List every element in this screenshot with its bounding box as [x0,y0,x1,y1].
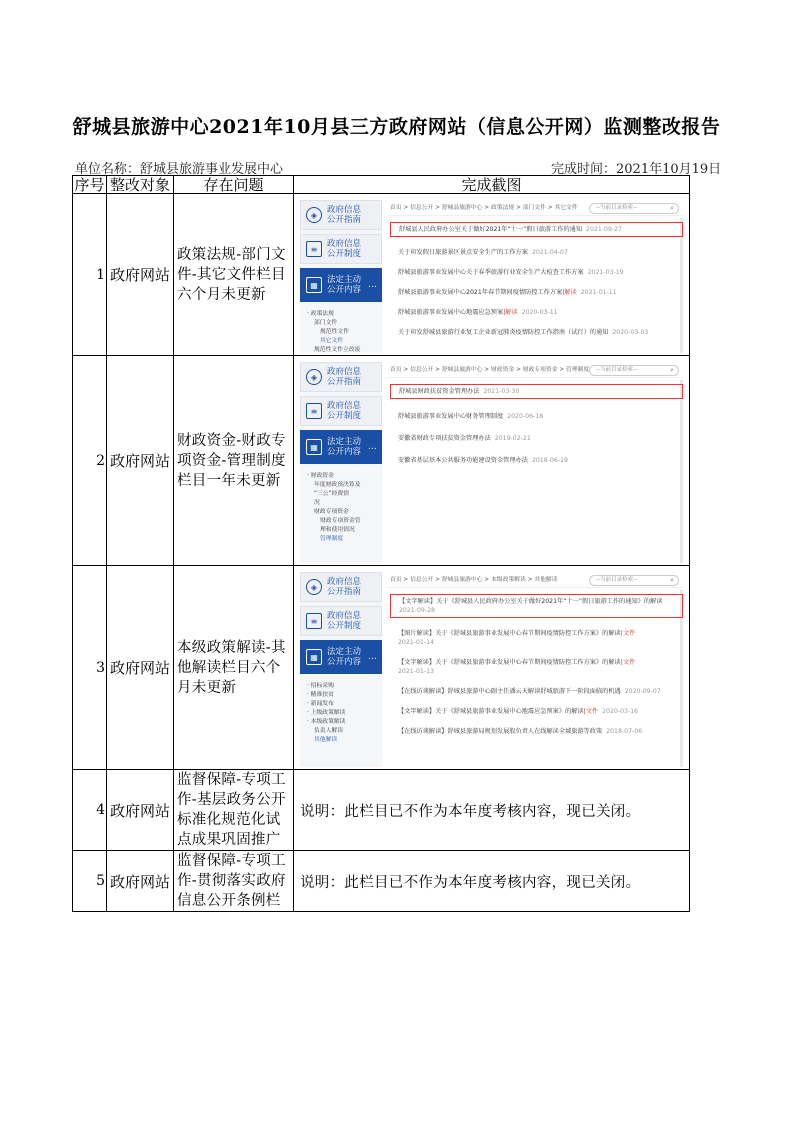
nav-guide-button[interactable] [300,362,382,392]
article-date: 2021-04-07 [531,249,568,256]
article-date: 2018-06-19 [531,457,568,464]
tree-node[interactable]: 规范性文件 [320,329,349,335]
screenshot-content [388,362,683,563]
table-row [73,851,690,912]
more-icon[interactable]: … [368,280,377,290]
article-link[interactable] [388,412,683,421]
article-date: 2021-09-27 [586,226,622,233]
row-issue: 政策法规-部门文件-其它文件栏目六个月未更新 [174,194,294,356]
article-list [388,216,683,337]
table-row [73,356,690,566]
completion-date: 完成时间：2021年10月19日 [551,162,722,177]
nav-system-button[interactable] [300,234,382,264]
article-date: 2021-01-14 [398,639,434,646]
list-doc-icon: ≡ [306,403,322,419]
search-placeholder: --当前目录检索-- [596,577,637,583]
article-title[interactable]: 舒城县旅游事业发展中心2021年春节期间疫情防控工作方案 [398,289,563,296]
table-row [73,194,690,356]
row-seq: 3 [73,566,107,770]
header-screenshot: 完成截图 [294,176,690,194]
tree-node[interactable]: · 招标采购 [307,683,334,689]
unit-name: 单位名称：舒城县旅游事业发展中心 [75,162,284,177]
article-date: 2021-09-28 [399,607,435,614]
article-link[interactable] [388,308,683,317]
tree-node[interactable]: · 本级政策解读 [307,719,346,725]
report-title: 舒城县旅游中心2021年10月县三方政府网站（信息公开网）监测整改报告 [72,116,721,138]
screenshot-sidebar [300,362,382,563]
article-date: 2020-03-16 [602,708,639,715]
row-object: 政府网站 [107,770,174,851]
calendar-icon: ▦ [306,649,322,665]
article-date: 2019-02-21 [494,435,531,442]
article-list [388,378,683,465]
header-seq: 序号 [74,175,105,194]
list-doc-icon: ≡ [306,241,322,257]
article-link[interactable] [388,629,683,647]
article-tag[interactable]: |解读 [503,309,518,316]
screenshot-sidebar [300,572,382,767]
table-body [73,194,690,912]
search-icon[interactable]: ⌕ [670,576,674,584]
article-tag[interactable]: |文件 [583,708,599,715]
more-icon[interactable]: … [368,652,377,662]
article-title[interactable]: 【文字解读】关于《舒城县旅游事业发展中心春节期间疫情防控工作方案》的解读 [398,659,621,666]
article-title[interactable]: 舒城县旅游事业发展中心财务管理制度 [398,413,504,420]
row-object: 政府网站 [107,194,174,356]
column-tree [300,306,382,355]
tree-node[interactable]: · 新闻发布 [307,701,334,707]
nav-guide-label: 政府信息 公开指南 [327,205,362,225]
row-issue: 监督保障-专项工作-基层政务公开标准化规范化试点成果巩固推广 [174,770,294,851]
tree-node[interactable]: 部门文件 [314,320,338,326]
article-tag[interactable]: |文件 [620,659,636,666]
row-seq: 2 [73,356,107,566]
article-title[interactable]: 舒城县旅游事业发展中心关于春季旅游行业安全生产大检查工作方案 [398,269,584,276]
article-title[interactable]: 舒城县人民政府办公室关于做好2021年“十一”假日旅游工作的通知 [399,226,583,233]
article-link[interactable] [388,268,683,277]
article-title[interactable]: 关于印发假日旅游景区景点安全生产的工作方案 [398,249,528,256]
compass-icon: ◈ [306,579,322,595]
tree-node[interactable]: 管理制度 [320,536,344,542]
screenshot-content [388,200,683,353]
row-seq: 1 [73,194,107,356]
row-note: 说明：此栏目已不作为本年度考核内容，现已关闭。 [294,851,690,912]
scrollbar[interactable] [680,380,683,563]
tree-node[interactable]: 规范性文件立改废 [314,347,361,353]
article-tag[interactable]: |文件 [620,630,636,637]
breadcrumb-bar [388,572,683,588]
more-icon[interactable]: … [368,442,377,452]
tree-node[interactable]: “三公”经费情 [314,491,349,497]
table-row [73,566,690,770]
website-screenshot [294,194,689,355]
breadcrumb: 首页 > 信息公开 > 舒城县旅游中心 > 政策法规 > 部门文件 > 其它文件 [390,205,578,211]
nav-guide-button[interactable] [300,200,382,230]
rectification-table [72,175,690,912]
row-screenshot [294,356,690,566]
compass-icon: ◈ [306,369,322,385]
article-link[interactable] [388,707,683,716]
table-row [73,770,690,851]
row-issue: 本级政策解读-其他解读栏目六个月未更新 [174,566,294,770]
breadcrumb: 首页 > 信息公开 > 舒城县旅游中心 > 财政资金 > 财政专项资金 > 管理制度 [390,367,590,373]
article-title[interactable]: 【在线访谈解读】舒城县旅游局规划发展股负责人在线解读全域旅游等政策 [398,728,603,735]
list-doc-icon: ≡ [306,613,322,629]
nav-content-button[interactable] [300,430,382,464]
row-note: 说明：此栏目已不作为本年度考核内容，现已关闭。 [294,770,690,851]
nav-system-label: 政府信息 公开制度 [327,239,362,259]
article-list [388,588,683,736]
row-object: 政府网站 [107,851,174,912]
article-date: 2020-09-07 [624,688,661,695]
breadcrumb: 首页 > 信息公开 > 舒城县旅游中心 > 本级政策解读 > 其他解读 [390,577,558,583]
article-title[interactable]: 关于印发舒城县旅游行业复工企业新冠肺炎疫情防控工作指南（试行）的通知 [398,329,609,336]
nav-system-label: 政府信息 公开制度 [327,401,362,421]
article-link[interactable] [390,222,683,237]
article-title[interactable]: 安徽省财政专项扶贫资金管理办法 [398,435,491,442]
article-link[interactable] [388,288,683,297]
search-input[interactable] [589,365,679,376]
article-date: 2020-03-11 [521,309,558,316]
article-tag[interactable]: |解读 [562,289,577,296]
article-link[interactable] [388,328,683,337]
article-date: 2021-03-19 [587,269,624,276]
tree-node[interactable]: 财政专项资金管 [320,518,361,524]
article-title[interactable]: 安徽省基层基本公共服务功能建设资金管理办法 [398,457,528,464]
row-issue: 财政资金-财政专项资金-管理制度栏目一年未更新 [174,356,294,566]
search-icon[interactable]: ⌕ [670,366,674,374]
search-icon[interactable]: ⌕ [670,204,674,212]
article-link[interactable] [388,248,683,257]
article-date: 2018-07-06 [606,728,643,735]
nav-guide-label: 政府信息 公开指南 [327,577,362,597]
tree-node[interactable]: 理和使用情况 [320,527,355,533]
row-object: 政府网站 [107,356,174,566]
nav-content-label: 法定主动 公开内容 [327,647,362,667]
header-object: 整改对象 [107,176,174,194]
row-issue: 监督保障-专项工作-贯彻落实政府信息公开条例栏 [174,851,294,912]
column-tree [300,468,382,544]
article-date: 2021-01-11 [580,289,617,296]
article-date: 2021-01-13 [398,668,434,675]
article-title[interactable]: 【在线访谈解读】舒城县旅游中心副主任潘云天解读舒城旅游下一阶段面临的机遇 [398,688,621,695]
nav-content-label: 法定主动 公开内容 [327,437,362,457]
article-title[interactable]: 【文字解读】关于《舒城县人民政府办公室关于做好2021年“十一”假日旅游工作的通知》的解读 [399,598,663,605]
nav-system-button[interactable] [300,396,382,426]
article-link[interactable] [390,594,683,618]
search-placeholder: --当前目录检索-- [596,205,637,211]
article-link[interactable] [390,384,683,399]
nav-content-button[interactable] [300,640,382,674]
nav-guide-button[interactable] [300,572,382,602]
tree-node[interactable]: 负责人解读 [314,728,343,734]
article-title[interactable]: 【图片解读】关于《舒城县旅游事业发展中心春节期间疫情防控工作方案》的解读 [398,630,621,637]
screenshot-sidebar [300,200,382,353]
nav-system-button[interactable] [300,606,382,636]
tree-node[interactable]: · 政策法规 [307,311,334,317]
article-title[interactable]: 【文字解读】关于《舒城县旅游事业发展中心地震应急预案》的解读 [398,708,584,715]
search-placeholder: --当前目录检索-- [596,367,637,373]
row-seq: 4 [73,770,107,851]
nav-system-label: 政府信息 公开制度 [327,611,362,631]
article-link[interactable] [388,658,683,676]
calendar-icon: ▦ [306,439,322,455]
article-title[interactable]: 舒城县财政扶贫资金管理办法 [399,388,480,395]
article-link[interactable] [388,456,683,465]
breadcrumb-bar [388,362,683,378]
website-screenshot [294,566,689,769]
column-tree [300,678,382,745]
tree-node[interactable]: 其它文件 [320,338,344,344]
tree-node[interactable]: 财政专项资金 [314,509,349,515]
article-link[interactable] [388,434,683,443]
tree-node[interactable]: · 财政资金 [307,473,334,479]
row-seq: 5 [73,851,107,912]
article-date: 2020-03-03 [612,329,649,336]
article-link[interactable] [388,687,683,696]
screenshot-content [388,572,683,767]
website-screenshot [294,356,689,565]
row-object: 政府网站 [107,566,174,770]
calendar-icon: ▦ [306,277,322,293]
article-date: 2020-06-18 [507,413,544,420]
article-date: 2021-03-30 [483,388,520,395]
tree-node[interactable]: · 精准扶贫 [307,692,334,698]
article-link[interactable] [388,727,683,736]
nav-guide-label: 政府信息 公开指南 [327,367,362,387]
tree-node[interactable]: 况 [314,500,320,506]
tree-node[interactable]: · 上级政策解读 [307,710,346,716]
article-title[interactable]: 舒城县旅游事业发展中心地震应急预案 [398,309,504,316]
tree-node[interactable]: 其他解读 [314,737,338,743]
search-input[interactable] [589,575,679,586]
compass-icon: ◈ [306,207,322,223]
nav-content-label: 法定主动 公开内容 [327,275,362,295]
breadcrumb-bar [388,200,683,216]
search-input[interactable] [589,203,679,214]
tree-node[interactable]: 年度财政预决算及 [314,482,361,488]
header-issue: 存在问题 [174,176,294,194]
nav-content-button[interactable] [300,268,382,302]
table-header-row [73,176,690,194]
row-screenshot [294,566,690,770]
row-screenshot [294,194,690,356]
